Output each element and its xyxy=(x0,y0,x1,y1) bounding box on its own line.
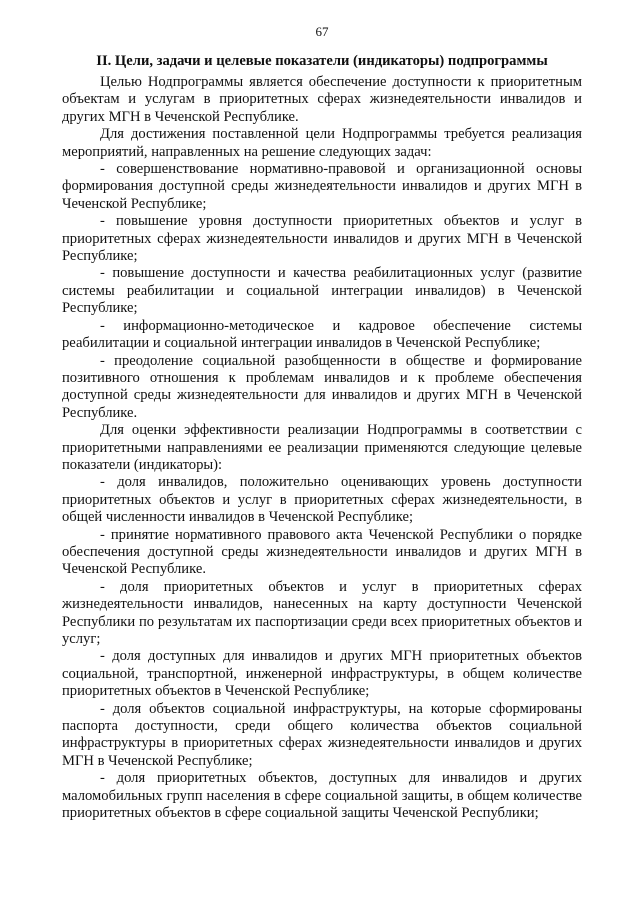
task-item: - информационно-методическое и кадровое обеспечение системы реабилитации и социальной интеграции инвалидов в Чеченской Республике; xyxy=(62,317,582,352)
task-item: - совершенствование нормативно-правовой и организационной основы формирования доступной среды жизнедеятельности инвалидов и других МГН в Чеченской Республике; xyxy=(62,161,582,212)
document-body xyxy=(62,74,582,822)
paragraph-indicators-intro: Для оценки эффективности реализации Нодпрограммы в соответствии с приоритетными направлениями ее реализации применяются следующие целевые показатели (индикаторы): xyxy=(62,422,582,473)
indicator-item: - принятие нормативного правового акта Чеченской Республики о порядке обеспечения доступной среды жизнедеятельности инвалидов и других МГН в Чеченской Республике. xyxy=(62,526,582,578)
indicator-item: - доля приоритетных объектов и услуг в приоритетных сферах жизнедеятельности инвалидов, нанесенных на карту доступности Чеченской Республики по результатам их паспортизации среди всех приоритетных объектов и услуг; xyxy=(62,578,582,647)
page-number: 67 xyxy=(315,24,329,39)
indicator-item: - доля приоритетных объектов, доступных для инвалидов и других маломобильных групп населения в сфере социальной защиты, в общем количестве приоритетных объектов в сфере социальной защиты Чеченской Республики; xyxy=(62,770,582,822)
indicator-item: - доля инвалидов, положительно оценивающих уровень доступности приоритетных объектов и услуг в приоритетных сферах жизнедеятельности, в общей численности инвалидов в Чеченской Республике; xyxy=(62,474,582,526)
task-item: - преодоление социальной разобщенности в обществе и формирование позитивного отношения к проблемам инвалидов и к проблеме обеспечения доступной среды жизнедеятельности для инвалидов и других МГН в Чеченской Республике. xyxy=(62,352,582,421)
indicator-item: - доля доступных для инвалидов и других МГН приоритетных объектов социальной, транспортной, инженерной инфраструктуры, в общем количестве приоритетных объектов в Чеченской Республике; xyxy=(62,648,582,700)
paragraph-tasks-intro: Для достижения поставленной цели Нодпрограммы требуется реализация мероприятий, направленных на решение следующих задач: xyxy=(62,126,582,160)
task-item: - повышение доступности и качества реабилитационных услуг (развитие системы реабилитации и социальной интеграции инвалидов) в Чеченской Республике; xyxy=(62,265,582,317)
indicator-item: - доля объектов социальной инфраструктуры, на которые сформированы паспорта доступности, среди общего количества объектов социальной инфраструктуры в приоритетных сферах жизнедеятельности инвалидов и других МГН в Чеченской Республике; xyxy=(62,700,582,769)
section-title: II. Цели, задачи и целевые показатели (индикаторы) подпрограммы xyxy=(96,53,548,69)
document-page xyxy=(62,24,582,822)
task-item: - повышение уровня доступности приоритетных объектов и услуг в приоритетных сферах жизнедеятельности инвалидов и других МГН в Чеченской Республике; xyxy=(62,213,582,265)
paragraph-goal: Целью Нодпрограммы является обеспечение доступности к приоритетным объектам и услугам в приоритетных сферах жизнедеятельности инвалидов и других МГН в Чеченской Республике. xyxy=(62,74,582,125)
